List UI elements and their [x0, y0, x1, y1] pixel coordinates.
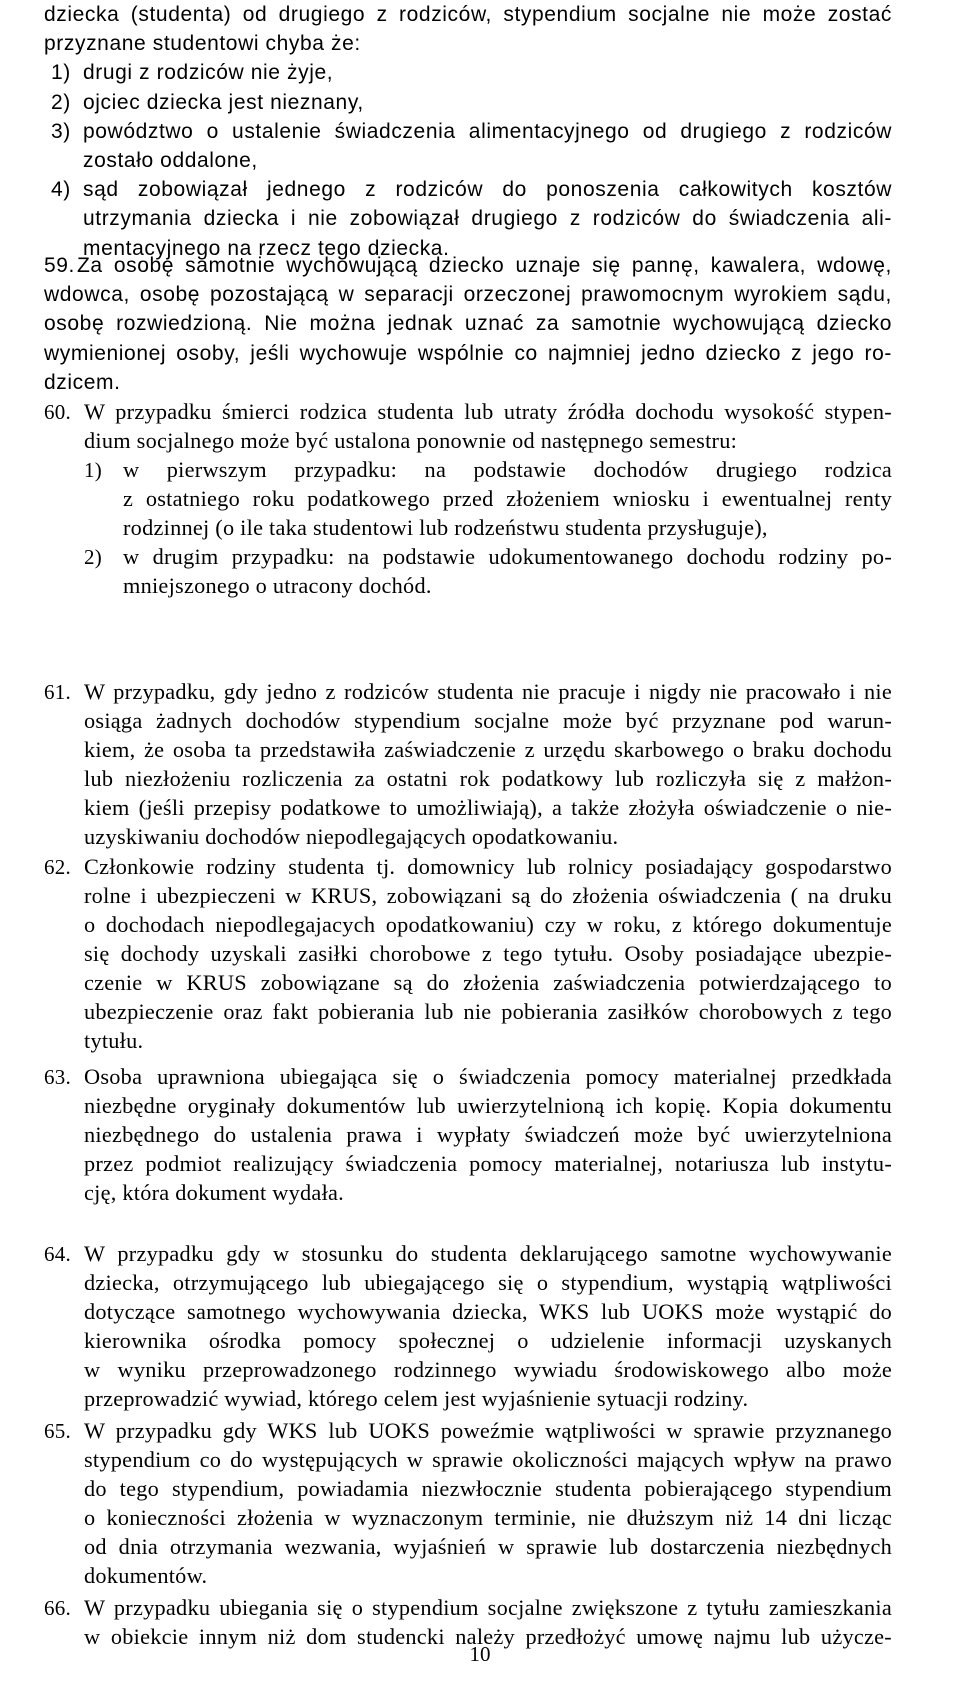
text-line: mniejszonego o utracony dochód. [123, 573, 432, 598]
text-line: Za osobę samotnie wychowującą dziecko uznaje się pannę, kawalera, wdowę, [77, 254, 892, 277]
text-line: powództwo o ustalenie świadczenia alimentacyjnego od drugiego z rodziców [83, 119, 892, 143]
text-line: niezbędnego do ustalenia prawa i wypłaty świadczeń może być uwierzytelniona [84, 1122, 892, 1147]
text-line: Członkowie rodziny studenta tj. domownicy lub rolnicy posiadający gospodarstwo [84, 854, 892, 879]
item-number: 63. [44, 1065, 71, 1089]
text-line: cję, która dokument wydała. [84, 1180, 344, 1205]
text-line: dotyczące samotnego wychowywania dziecka, WKS lub UOKS może wystąpić do [84, 1299, 892, 1324]
text-line: w pierwszym przypadku: na podstawie dochodów drugiego rodzica [123, 457, 892, 482]
text-line: W przypadku śmierci rodzica studenta lub utraty źródła dochodu wysokość stypen- [84, 399, 892, 424]
text-line: dium socjalnego może być ustalona ponownie od następnego semestru: [84, 428, 738, 453]
text-line: ojciec dziecka jest nieznany, [83, 90, 364, 114]
text-line: W przypadku gdy WKS lub UOKS poweźmie wątpliwości w sprawie przyznanego [84, 1418, 892, 1443]
text-line: kiem, że osoba ta przedstawiła zaświadczenie z urzędu skarbowego o braku dochodu [84, 737, 892, 762]
text-line: w wyniku przeprowadzonego rodzinnego wywiadu środowiskowego albo może [84, 1357, 892, 1382]
text-line: Osoba uprawniona ubiegająca się o świadczenia pomocy materialnej przedkłada [84, 1064, 892, 1089]
text-line: utrzymania dziecka i nie zobowiązał drugiego z rodziców do świadczenia ali- [83, 207, 892, 231]
text-line: czenie w KRUS zobowiązane są do złożenia zaświadczenia potwierdzającego to [84, 970, 892, 995]
text-line: W przypadku gdy w stosunku do studenta deklarującego samotne wychowywanie [84, 1241, 892, 1266]
text-line: wymienionej osoby, jeśli wychowuje wspólnie co najmniej jedno dziecko z jego ro- [44, 341, 892, 365]
text-line: się dochody uzyskali zasiłki chorobowe z tego tytułu. Osoby posiadające ubezpie- [84, 941, 892, 966]
text-line: o konieczności złożenia w wyznaczonym terminie, nie dłuższym niż 14 dni licząc [84, 1505, 892, 1530]
text-line: przyznane studentowi chyba że: [44, 32, 361, 56]
item-number: 2) [84, 545, 102, 569]
text-line: kiem (jeśli przepisy podatkowe to umożliwiają), a także złożyła oświadczenie o nie- [84, 795, 892, 820]
text-line: sąd zobowiązał jednego z rodziców do ponoszenia całkowitych kosztów [83, 178, 892, 202]
text-line: drugi z rodziców nie żyje, [83, 61, 334, 85]
text-line: osiąga żadnych dochodów stypendium socjalne może być przyznane pod warun- [84, 708, 892, 733]
text-line: lub niezłożeniu rozliczenia za ostatni rok podatkowy lub rozliczyła się z małżon- [84, 766, 892, 791]
text-line: o dochodach niepodlegajacych opodatkowaniu) czy w roku, z którego dokumentuje [84, 912, 892, 937]
text-line: z ostatniego roku podatkowego przed złożeniem wniosku i ewentualnej renty [123, 486, 892, 511]
text-line: od dnia otrzymania wezwania, wyjaśnień w sprawie lub dostarczenia niezbędnych [84, 1534, 892, 1559]
text-line: W przypadku, gdy jedno z rodziców studenta nie pracuje i nigdy nie pracowało i nie [84, 679, 892, 704]
item-number: 1) [84, 458, 102, 482]
text-line: wdowca, osobę pozostającą w separacji orzeczonej prawomocnym wyrokiem sądu, [44, 283, 892, 307]
text-line: dzicem. [44, 370, 121, 394]
text-line: w drugim przypadku: na podstawie udokumentowanego dochodu rodziny po- [123, 544, 892, 569]
item-number: 1) [51, 61, 71, 85]
text-line: mentacyjnego na rzecz tego dziecka. [83, 236, 450, 260]
text-line: w obiekcie innym niż dom studencki należy przedłożyć umowę najmu lub użycze- [84, 1624, 892, 1649]
text-line: dziecka (studenta) od drugiego z rodziców, stypendium socjalne nie może zostać [44, 3, 892, 26]
item-number: 4) [51, 178, 71, 202]
text-line: rodzinnej (o ile taka studentowi lub rodzeństwu studenta przysługuje), [123, 515, 768, 540]
item-number: 3) [51, 119, 71, 143]
text-line: uzyskiwaniu dochodów niepodlegających opodatkowaniu. [84, 824, 619, 849]
item-number: 65. [44, 1419, 71, 1443]
text-line: przez podmiot realizujący świadczenia pomocy materialnej, notariusza lub instytu- [84, 1151, 892, 1176]
item-number: 66. [44, 1596, 71, 1620]
text-line: W przypadku ubiegania się o stypendium socjalne zwiększone z tytułu zamieszkania [84, 1595, 892, 1620]
item-number: 64. [44, 1242, 71, 1266]
item-number: 59. [44, 254, 75, 277]
item-number: 60. [44, 400, 71, 424]
text-line: dziecka, otrzymującego lub ubiegającego się o stypendium, wystąpią wątpliwości [84, 1270, 892, 1295]
text-line: przeprowadzić wywiad, którego celem jest wyjaśnienie sytuacji rodziny. [84, 1386, 749, 1411]
text-line: niezbędne oryginały dokumentów lub uwierzytelnioną ich kopię. Kopia dokumentu [84, 1093, 892, 1118]
text-line: dokumentów. [84, 1563, 208, 1588]
text-line: rolne i ubezpieczeni w KRUS, zobowiązani są do złożenia oświadczenia ( na druku [84, 883, 892, 908]
text-line: ubezpieczenie oraz fakt pobierania lub nie pobierania zasiłków chorobowych z tego [84, 999, 892, 1024]
text-line: do tego stypendium, powiadamia niezwłocznie studenta pobierającego stypendium [84, 1476, 892, 1501]
page-number: 10 [469, 1642, 491, 1666]
text-line: tytułu. [84, 1028, 144, 1053]
text-line: osobę rozwiedzioną. Nie można jednak uznać za samotnie wychowującą dziecko [44, 312, 892, 336]
item-number: 62. [44, 855, 71, 879]
text-line: stypendium co do występujących w sprawie okoliczności mających wpływ na prawo [84, 1447, 892, 1472]
text-line: kierownika ośrodka pomocy społecznej o udzielenie informacji uzyskanych [84, 1328, 892, 1353]
text-line: zostało oddalone, [83, 149, 258, 172]
item-number: 61. [44, 680, 71, 704]
item-number: 2) [51, 90, 71, 114]
